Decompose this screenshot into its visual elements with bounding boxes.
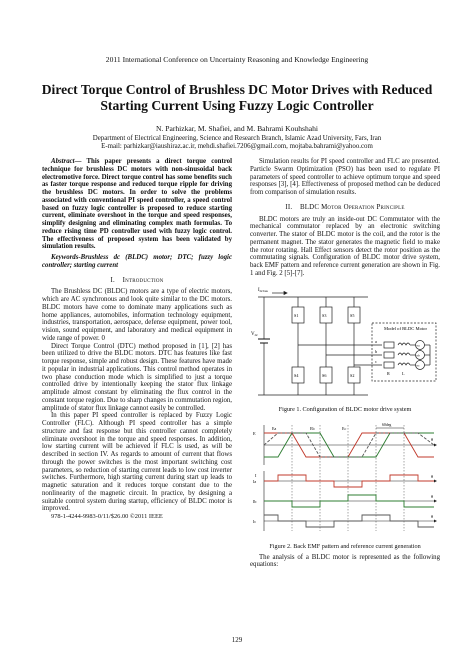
theta-label: θ	[431, 514, 434, 519]
theta-label: θ	[431, 494, 434, 499]
right-paragraph-3: The analysis of a BLDC motor is represented as the following equations:	[250, 553, 440, 569]
section-number: II.	[285, 203, 293, 211]
left-column	[42, 158, 232, 521]
phase-label: b	[375, 348, 378, 354]
dc-voltage-label: $V_{dc}$	[251, 331, 258, 337]
intro-paragraph-3: In this paper PI speed controller is replaced by Fuzzy Logic Controller (FLC). Although PI speed controller has a simple structure and fast response but this controller cannot completely eliminate overshoot in the torque and speed responses. In addition, low starting current will be achieved if FLC is used, as will be described in section IV. As regards to amount of current that flows through the power switches is the most important switching cost parameters, so reduction of starting current leads to low cost inverter switches. Furthermore, high starting current during start up leads to magnetic saturation and it reduces torque constant due to the nonlinearity of the magnetic circuit. In practice, by designing a suitable control system during startup, efficiency of BLDC motor is improved.	[42, 412, 232, 513]
right-paragraph-2: BLDC motors are truly an inside-out DC Commutator with the mechanical commutator replaced by an electronic switching converter. The stator of BLDC motor is the coil, and the rotor is the permanent magnet. The stator generates the magnetic field to make the rotor rotating. Hall Effect sensors detect the rotor position as the commutating signals. Configuration of BLDC motor drive system, back EMF pattern and reference current generation are shown in Fig. 1 and Fig. 2 [5]-[7].	[250, 215, 440, 277]
figure-1	[250, 283, 440, 415]
theta-label: θ	[431, 437, 434, 442]
keywords-label: Keywords-	[51, 254, 81, 261]
keywords	[42, 254, 232, 270]
figure-2	[250, 419, 440, 551]
back-emf-label: ec	[416, 363, 420, 367]
angle-label: 60deg	[382, 423, 392, 427]
switch-label: S6	[322, 372, 327, 378]
switch-label: S5	[350, 312, 355, 318]
back-emf-waveform	[250, 419, 440, 537]
switch-label: S4	[294, 372, 299, 378]
dc-bus-current-label: $I_{dcbus}$	[258, 287, 268, 293]
back-emf-label: eb	[416, 353, 420, 357]
section-title: Introduction	[122, 276, 164, 284]
phase-label: c	[375, 358, 377, 364]
affiliation-department: Department of Electrical Engineering, Science and Research Branch, Islamic Azad University, Fars, Iran	[92, 135, 382, 142]
right-column	[250, 158, 440, 569]
section-heading-introduction	[42, 277, 232, 285]
abstract	[42, 158, 232, 251]
current-row-label: Ia	[253, 479, 257, 484]
author-list: N. Parhizkar, M. Shafiei, and M. Bahrami Kouhshahi	[155, 124, 319, 133]
current-row-label: Ib	[253, 499, 257, 504]
intro-paragraph-2: Direct Torque Control (DTC) method proposed in [1], [2] has been utilized to drive the BLDC motors. DTC has features like fast torque response, simple and robust design. These features have made it popular in industrial applications. This control method operates in two phase conduction mode which is simplified to just a torque controlled drive by intentionally keeping the stator flux linkage amplitude almost constant by eliminating the flux control in the constant torque region. Due to sharp changes in commutation region, amplitude of stator flux linkage cannot easily be controlled.	[42, 342, 232, 412]
abstract-text: This paper presents a direct torque control technique for brushless DC motors with non-sinusoidal back electromotive force. Direct torque control has some benefits such as faster torque response and reduced torque ripple for driving the brushless DC motors. In order to solve the problems associated with conventional PI speed controller, a speed control based on fuzzy logic controller is proposed to reduce starting current, eliminate overshoot in the torque and speed responses, simplify designing and eliminating complex math formulas. To reduce rising time PD controller used with fuzzy logic control. The effectiveness of proposed system has been validated by simulation results.	[42, 158, 232, 251]
motor-model-label: Model of BLDC Motor	[384, 325, 428, 331]
phase-label: a	[375, 338, 377, 344]
emf-label: Ec	[342, 426, 347, 431]
conference-header: 2011 International Conference on Uncertainty Reasoning and Knowledge Engineering	[105, 55, 369, 64]
figure-2-caption: Figure 2. Back EMF pattern and reference current generation	[269, 542, 421, 550]
keywords-text: Brushless dc (BLDC) motor; DTC; fuzzy logic controller; starting current	[42, 254, 232, 269]
bldc-drive-diagram	[250, 283, 440, 401]
switch-label: S1	[294, 312, 299, 318]
abstract-label: Abstract—	[51, 158, 82, 165]
affiliation-email: E-mail: parhizkar@iaushiraz.ac.ir, mehdi.shafiei.7206@gmail.com, mojtaba.bahrami@yahoo.com	[101, 143, 373, 151]
emf-label: Eb	[310, 426, 315, 431]
inductance-label: L	[402, 370, 405, 376]
resistance-label: R	[387, 370, 390, 376]
paper-title: Direct Torque Control of Brushless DC Motor Drives with Reduced Starting Current Using Fuzzy Logic Controller	[41, 82, 433, 113]
section-title: BLDC Motor Operation Principle	[299, 203, 405, 211]
section-number: I.	[110, 276, 115, 284]
copyright-line: 978-1-4244-9983-0/11/$26.00 ©2011 IEEE	[51, 513, 163, 520]
switch-label: S2	[350, 372, 355, 378]
emf-axis-label: E	[253, 431, 256, 436]
affiliation	[0, 135, 474, 151]
figure-1-caption: Figure 1. Configuration of BLDC motor drive system	[278, 406, 412, 414]
page-number: 129	[231, 636, 243, 644]
back-emf-label: ea	[416, 343, 420, 347]
intro-paragraph-1: The Brushless DC (BLDC) motors are a type of electric motors, which are AC synchronous and look quite similar to the DC motors. BLDC motors have come to dominate many applications such as home appliances, automobiles, information technology equipment, industries, transportation, aerospace, defense equipment, power tool, vision, sound equipment, and laboratory and medical equipment in wide range of power. 0	[42, 288, 232, 342]
current-axis-label: I	[255, 473, 257, 478]
right-paragraph-1: Simulation results for PI speed controller and FLC are presented. Particle Swarm Optimization (PSO) has been used to regulate PI parameters of speed controller to achieve optimum torque and speed responses [3], [4]. Effectiveness of proposed method can be deduced from comparison of simulation results.	[250, 158, 440, 196]
emf-label: Ea	[272, 426, 277, 431]
section-heading-bldc	[250, 204, 440, 212]
switch-label: S3	[322, 312, 327, 318]
current-row-label: Ic	[253, 519, 257, 524]
theta-label: θ	[431, 474, 434, 479]
